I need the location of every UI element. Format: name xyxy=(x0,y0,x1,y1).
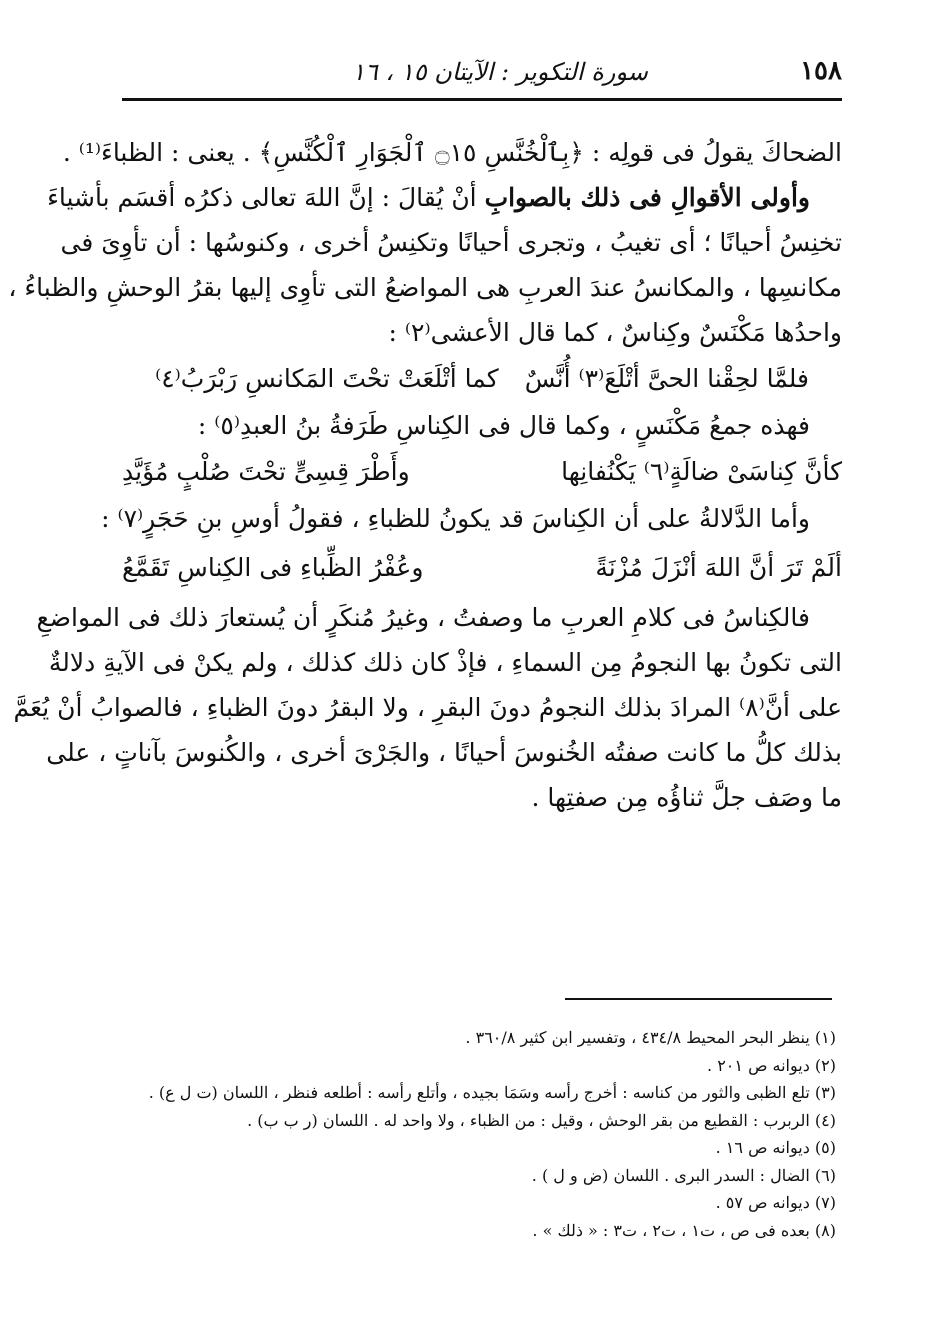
text-line-1: الضحاكَ يقولُ فى قولِه : ﴿بِٱلْخُنَّسِ ۝١٥ ٱلْجَوَارِ ٱلْكُنَّسِ﴾ . يعنى : الظباءَ⁽¹⁾ . xyxy=(62,138,842,167)
verse-b-right-hemistich: كأنَّ كِناسَىْ ضالَةٍ⁽٦⁾ يَكْنُفانِها xyxy=(561,457,842,486)
verse-c-left-hemistich: وعُفْرُ الظِّباءِ فى الكِناسِ تَقَمَّعُ xyxy=(122,553,424,582)
footnote-4: (٤) الربرب : القطيع من بقر الوحش ، وقيل : من الظباء ، ولا واحد له . اللسان (ر ب ب) . xyxy=(247,1110,836,1130)
closing-line-2: التى تكونُ بها النجومُ مِن السماءِ ، فإذْ كان ذلك كذلك ، ولم يكنْ فى الآيةِ دلالةٌ xyxy=(48,648,842,677)
footnote-2: (٢) ديوانه ص ٢٠١ . xyxy=(707,1055,836,1075)
page-header xyxy=(122,52,842,101)
verse-a-asha xyxy=(122,355,842,403)
text-line-after-verse-b: وأما الدَّلالةُ على أن الكِناسَ قد يكونُ للظباءِ ، فقولُ أوسِ بنِ حَجَرٍ⁽٧⁾ : xyxy=(101,504,810,533)
verse-c-right-hemistich: ألَمْ تَرَ أنَّ اللهَ أنْزَلَ مُزْنَةً xyxy=(595,553,842,582)
page-number: ١٥٨ xyxy=(800,56,842,86)
closing-line-5: ما وصَف جلَّ ثناؤُه مِن صفتِها . xyxy=(531,783,842,812)
running-title: سورة التكوير : الآيتان ١٥ ، ١٦ xyxy=(352,58,648,86)
text-line-2: وأولى الأقوالِ فى ذلك بالصوابِ أنْ يُقالَ : إنَّ اللهَ تعالى ذكرُه أقسَم بأشياءَ xyxy=(47,183,810,212)
text-line-5: واحدُها مَكْنَسٌ وكِناسٌ ، كما قال الأعشى⁽٢⁾ : xyxy=(388,318,842,347)
verse-b-left-hemistich: وأَطْرَ قِسِىٍّ تحْتَ صُلْبٍ مُؤَيَّدِ xyxy=(122,457,410,486)
footnote-separator xyxy=(565,998,832,1000)
closing-line-1: فالكِناسُ فى كلامِ العربِ ما وصفتُ ، وغيرُ مُنكَرٍ أن يُستعارَ ذلك فى المواضعِ xyxy=(36,603,810,632)
footnote-5: (٥) ديوانه ص ١٦ . xyxy=(715,1138,836,1157)
closing-line-3: على أنَّ⁽٨⁾ المرادَ بذلك النجومُ دونَ البقرِ ، ولا البقرُ دونَ الظباءِ ، فالصوابُ أنْ يُعَمَّ xyxy=(13,693,842,722)
footnote-7: (٧) ديوانه ص ٥٧ . xyxy=(715,1193,836,1212)
footnote-1: (١) ينظر البحر المحيط ٤٣٤/٨ ، وتفسير ابن كثير ٣٦٠/٨ . xyxy=(465,1028,836,1047)
text-line-3: تخنِسُ أحيانًا ؛ أى تغيبُ ، وتجرى أحيانًا وتكنِسُ أخرى ، وكنوسُها : أن تأوِىَ فى xyxy=(60,228,842,257)
footnote-3: (٣) تلع الظبى والثور من كناسه : أخرج رأسه وسَمَا بجيده ، وأتلع رأسه : أطلعه فنظر ، اللسان (ت ل ع) . xyxy=(148,1083,836,1102)
verse-aws xyxy=(122,541,842,595)
main-text xyxy=(8,130,842,820)
closing-line-4: بذلك كلُّ ما كانت صفتُه الخُنوسَ أحيانًا ، والجَرْىَ أخرى ، والكُنوسَ بآناتٍ ، على xyxy=(46,738,842,767)
text-line-after-verse-a: فهذه جمعُ مَكْنَسٍ ، وكما قال فى الكِناسِ طَرَفةُ بنُ العبدِ⁽٥⁾ : xyxy=(197,411,810,440)
footnote-8: (٨) بعده فى ص ، ت١ ، ت٢ ، ت٣ : « ذلك » . xyxy=(532,1220,836,1240)
footnote-6: (٦) الضال : السدر البرى . اللسان (ض و ل ) . xyxy=(531,1165,836,1185)
verse-tarafa xyxy=(122,448,842,496)
text-line-4: مكانسِها ، والمكانسُ عندَ العربِ هى المواضعُ التى تأوِى إليها بقرُ الوحشِ والظباءُ ، xyxy=(8,273,842,302)
verse-a-left-hemistich: كما أتْلَعَتْ تحْتَ المَكانسِ رَبْرَبُ⁽٤⁾ xyxy=(155,364,499,393)
verse-a-right-hemistich: فلمَّا لحِقْنا الحىَّ أتْلَعَ⁽٣⁾ أُنَّسٌ xyxy=(524,364,809,393)
footnotes xyxy=(122,1024,836,1244)
